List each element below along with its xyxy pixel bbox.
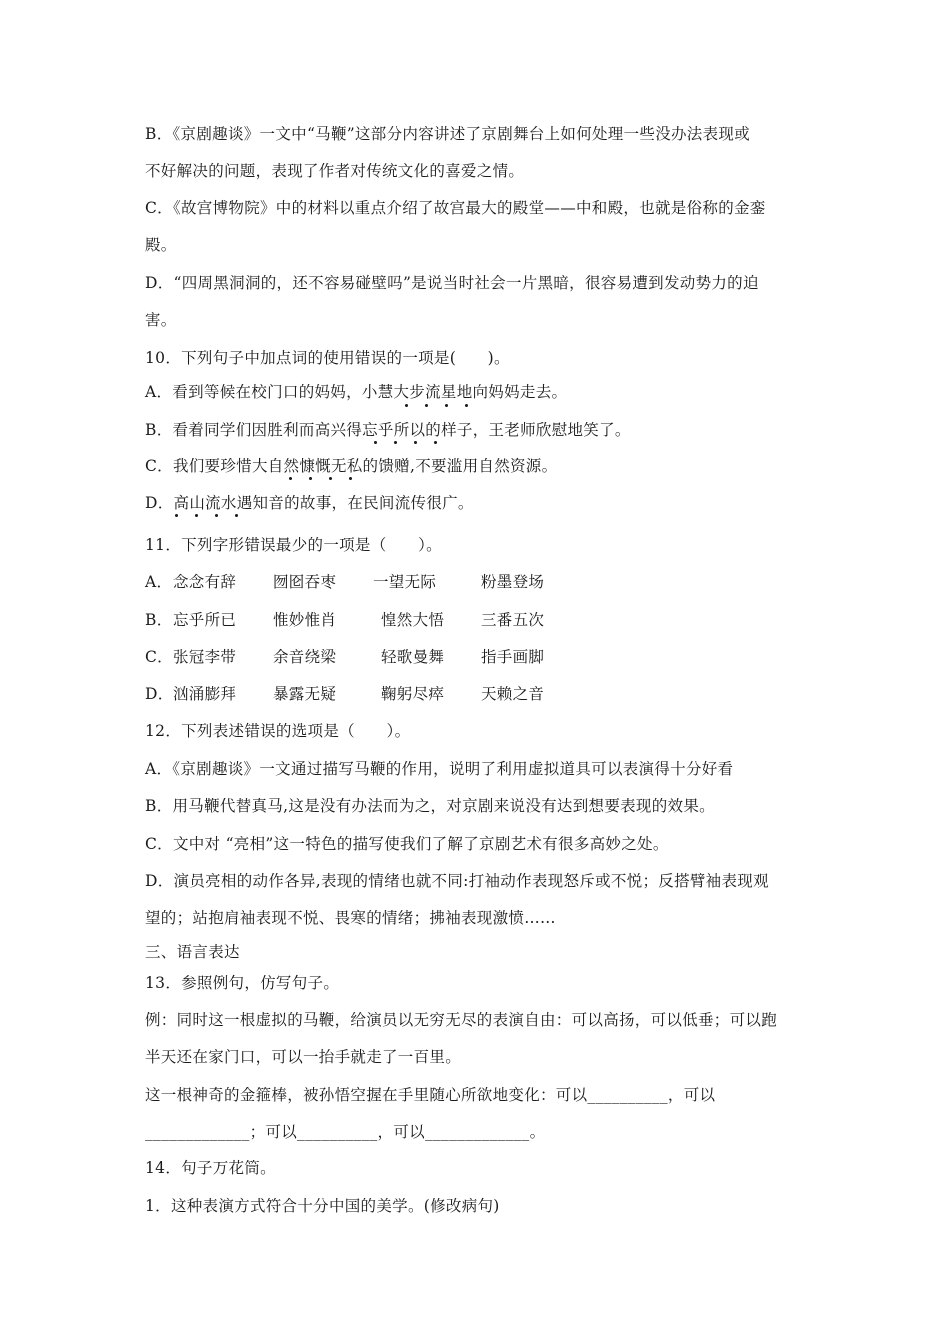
emphasis-dot (414, 441, 417, 444)
option-word: 一望无际 (373, 573, 437, 591)
q10-stem: 10．下列句子中加点词的使用错误的一项是( )。 (145, 349, 510, 367)
emphasis-dot (394, 441, 397, 444)
emphasis-dots (175, 514, 255, 520)
q12-option-b: B．用马鞭代替真马,这是没有办法而为之，对京剧来说没有达到想要表现的效果。 (145, 797, 715, 815)
emphasis-dot (465, 404, 468, 407)
option-word: 鞠躬尽瘁 (381, 685, 445, 703)
option-label: D． (145, 685, 174, 703)
emphasis-dot (445, 404, 448, 407)
emphasis-dot (405, 404, 408, 407)
option-word: 轻歌曼舞 (381, 648, 445, 666)
emphasis-dot (215, 514, 218, 517)
emphasis-dot (235, 514, 238, 517)
option-word: 三番五次 (481, 611, 545, 629)
q11-option-b (145, 610, 544, 630)
emphasis-dots (405, 404, 485, 410)
q12-option-a: A．《京剧趣谈》一文通过描写马鞭的作用，说明了利用虚拟道具可以表演得十分好看 (145, 760, 734, 778)
q10-option-b: B．看着同学们因胜利而高兴得忘乎所以的样子，王老师欣慰地笑了。 (145, 421, 631, 439)
option-word: 汹涌膨拜 (173, 685, 237, 703)
q9-option-b-line2: 不好解决的问题，表现了作者对传统文化的喜爱之情。 (145, 162, 525, 180)
q9-option-c-line2: 殿。 (145, 236, 177, 254)
option-word: 粉墨登场 (481, 573, 545, 591)
q10-option-d: D．高山流水遇知音的故事，在民间流传很广。 (145, 494, 474, 512)
option-label: A． (145, 573, 173, 591)
option-word: 惟妙惟肖 (273, 611, 337, 629)
emphasis-dot (329, 477, 332, 480)
emphasis-dot (175, 514, 178, 517)
option-label: C． (145, 648, 173, 666)
q14-item-1: 1．这种表演方式符合十分中国的美学。(修改病句) (145, 1197, 500, 1215)
option-word: 天赖之音 (481, 685, 545, 703)
q12-option-c: C．文中对 “亮相”这一特色的描写使我们了解了京剧艺术有很多高妙之处。 (145, 835, 669, 853)
emphasis-dot (374, 441, 377, 444)
q10-option-a: A．看到等候在校门口的妈妈，小慧大步流星地向妈妈走去。 (145, 383, 568, 401)
emphasis-dot (195, 514, 198, 517)
q10-option-c: C．我们要珍惜大自然慷慨无私的馈赠,不要滥用自然资源。 (145, 457, 558, 475)
option-word: 念念有辞 (173, 573, 237, 591)
q12-option-d-line1: D．演员亮相的动作各异,表现的情绪也就不同:打袖动作表现怒斥或不悦；反搭臂袖表现观 (145, 872, 769, 890)
option-word: 指手画脚 (481, 648, 545, 666)
option-word: 囫囵吞枣 (273, 573, 337, 591)
emphasis-dot (349, 477, 352, 480)
q13-task-line2: _____________；可以__________，可以_____________。 (145, 1123, 546, 1141)
q9-option-d-line2: 害。 (145, 311, 177, 329)
option-word: 惶然大悟 (381, 611, 445, 629)
section-heading: 三、语言表达 (145, 943, 240, 961)
q9-option-c-line1: C．《故宫博物院》中的材料以重点介绍了故宫最大的殿堂——中和殿，也就是俗称的金銮 (145, 199, 766, 217)
emphasis-dots (289, 477, 369, 483)
emphasis-dot (289, 477, 292, 480)
emphasis-dot (309, 477, 312, 480)
option-word: 余音绕梁 (273, 648, 337, 666)
q12-option-d-line2: 望的；站抱肩袖表现不悦、畏寒的情绪；拂袖表现激愤…… (145, 909, 556, 927)
emphasis-dot (425, 404, 428, 407)
q13-stem: 13．参照例句，仿写句子。 (145, 974, 340, 992)
q13-task-line1: 这一根神奇的金箍棒，被孙悟空握在手里随心所欲地变化：可以__________，可以 (145, 1086, 716, 1104)
q11-option-c (145, 647, 544, 667)
q11-option-a (145, 572, 544, 592)
option-word: 忘乎所已 (173, 611, 237, 629)
q14-stem: 14．句子万花筒。 (145, 1159, 276, 1177)
q13-example-line1: 例：同时这一根虚拟的马鞭，给演员以无穷无尽的表演自由：可以高扬，可以低垂；可以跑 (145, 1011, 778, 1029)
emphasis-dot (434, 441, 437, 444)
emphasis-dots (374, 441, 454, 447)
q11-option-d (145, 684, 544, 704)
option-word: 暴露无疑 (273, 685, 337, 703)
q12-stem: 12．下列表述错误的选项是（ ）。 (145, 722, 411, 740)
q13-example-line2: 半天还在家门口，可以一抬手就走了一百里。 (145, 1048, 462, 1066)
q9-option-d-line1: D．“四周黑洞洞的，还不容易碰壁吗”是说当时社会一片黑暗，很容易遭到发动势力的迫 (145, 274, 759, 292)
q9-option-b-line1: B．《京剧趣谈》一文中“马鞭”这部分内容讲述了京剧舞台上如何处理一些没办法表现或 (145, 125, 750, 143)
q11-stem: 11．下列字形错误最少的一项是（ ）。 (145, 536, 442, 554)
option-word: 张冠李带 (173, 648, 237, 666)
option-label: B． (145, 611, 173, 629)
